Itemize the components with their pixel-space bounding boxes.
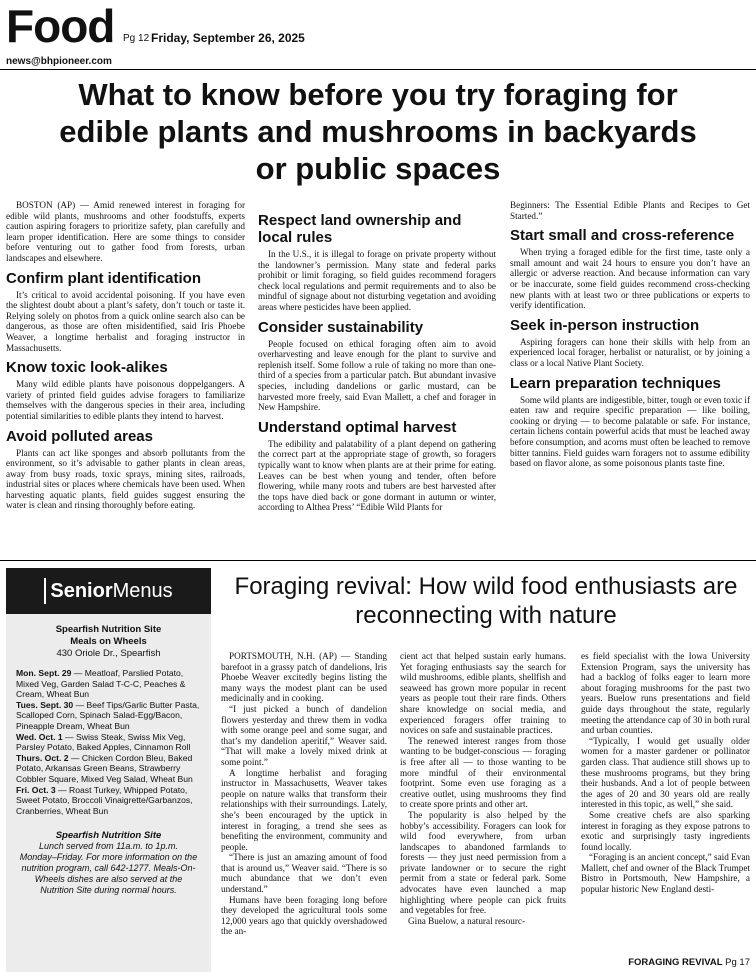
menu-item (16, 668, 203, 700)
paragraph: Some wild plants are indigestible, bitter, tough or even toxic if eaten raw and require specific preparation — like boiling, cooking or drying — to become palatable or safe. For instance, certain lichens contain powerful acids that must be leached away before consumption, and acorns must often be leached to remove bitter tannins. Field guides warn foragers not to assume edibility based on flavor alone, as some poisonous plants taste fine. (510, 394, 750, 469)
menu-dishes: — Roast Turkey, Whipped Potato, Sweet Potato, Broccoli Vinaigrette/Garbanzos, Cranberries, Wheat Bun (16, 784, 193, 816)
paragraph: The edibility and palatability of a plant depend on gathering the correct part at the appropriate stage of growth, so foragers typically want to know when plants are at their prime for eating. Leaves can be best when young and tender, often before flowering, while many roots and tubers are best harvested after the tops have died back or gone dormant in autumn or winter, according to Althea Press’ “Edible Wild Plants for (258, 438, 496, 513)
paragraph: People focused on ethical foraging often aim to avoid overharvesting and leave enough for the plant to survive and replenish itself. Some follow a rule of taking no more than one-third of a species from a particular patch. But abundant invasive species, including dandelions or garlic mustard, can be harvested more freely, said Evan Mallett, a chef and forager in New Hampshire. (258, 338, 496, 413)
secondary-headline: Foraging revival: How wild food enthusiasts are reconnecting with nature (234, 573, 738, 629)
paragraph: “There is just an amazing amount of food that is around us,” Weaver said. “There is so much abundance that we don’t even understand.” (221, 852, 387, 895)
page-number: Pg 12 (123, 33, 150, 44)
subhead-toxic-lookalikes: Know toxic look-alikes (6, 359, 168, 377)
paragraph: Aspiring foragers can hone their skills with help from an experienced local forager, herbalist or naturalist, or by joining a class or a local Native Plant Society. (510, 336, 750, 368)
menu-note-title: Spearfish Nutrition Site (55, 830, 162, 842)
paragraph: The popularity is also helped by the hobby’s accessibility. Foragers can look for wild food everywhere, from urban landscapes to abandoned farmlands to forests — they just need permission from a private landowner or to secure the right permit from a state or federal park. Some advocates have even launched a map highlighting where people can pick fruits and vegetables for free. (400, 809, 566, 916)
continued-on-jump[interactable] (628, 957, 750, 968)
senior-menus-box (6, 568, 211, 972)
site-address: 430 Oriole Dr., Spearfish (56, 648, 161, 659)
menu-dishes: — Swiss Steak, Swiss Mix Veg, Parsley Potato, Baked Apples, Cinnamon Roll (16, 731, 191, 753)
jump-label: FORAGING REVIVAL (628, 957, 723, 968)
main-headline: What to know before you try foraging for edible plants and mushrooms in backyards or public spaces (59, 77, 697, 186)
menu-item (16, 732, 203, 753)
paragraph: When trying a foraged edible for the first time, taste only a small amount and wait 24 hours to ensure you don’t have an allergic or adverse reaction. And because information can vary or be inaccurate, some field guides recommend cross-checking new plants with at least two or three publications or experts to verify identification. (510, 247, 750, 311)
paragraph: Humans have been foraging long before they developed the agricultural tools some 12,000 years ago that quickly overshadowed the an- (221, 894, 387, 937)
subhead-optimal-harvest: Understand optimal harvest (258, 418, 457, 436)
article1-column-2 (258, 212, 496, 513)
paragraph: es field specialist with the Iowa University Extension Program, says the university has had a backlog of folks eager to learn more about foraging mushrooms for the past two years. Buelow runs presentations and field guide days throughout the state, regularly meeting the attendance cap of 30 in both rural and urban counties. (581, 651, 750, 736)
section-title: Food (6, 0, 115, 52)
menu-dishes: — Beef Tips/Garlic Butter Pasta, Scalloped Corn, Spinach Salad-Egg/Bacon, Pineapple Dream, Wheat Bun (16, 699, 200, 731)
subhead-in-person-instruction: Seek in-person instruction (510, 316, 700, 334)
menu-item (16, 785, 203, 817)
paragraph: Gina Buelow, a natural resourc- (408, 915, 526, 926)
publication-date: Friday, September 26, 2025 (151, 31, 305, 45)
paragraph: Some creative chefs are also sparking interest in foraging as they expose patrons to exotic and surprisingly tasty ingredients found locally. (581, 809, 750, 852)
paragraph-continued: Beginners: The Essential Edible Plants and Recipes to Get Started.” (510, 200, 750, 221)
paragraph: Many wild edible plants have poisonous doppelgangers. A variety of printed field guides advise foragers to familiarize themselves with the dangerous species in their area, including potential similarities to edible plants they intend to harvest. (6, 379, 245, 421)
article2-column-2 (400, 651, 566, 926)
menu-day: Wed. Oct. 1 (16, 731, 63, 742)
paragraph: In the U.S., it is illegal to forage on private property without the landowner’s permission. Many state and federal parks prohibit or limit foraging, so field guides recommend foragers check local regulations and permit requirements and to also be mindful of signage about not disturbing vegetation and avoiding areas where pesticides have been applied. (258, 249, 496, 312)
senior-menus-title-bold: Senior (50, 579, 113, 602)
paragraph: “Typically, I would get usually older women for a master gardener or pollinator garden class. That audience still shows up to these mushrooms programs, but they bring their husbands. And a lot of people between the ages of 20 and 30 years old are really interested in this topic, as well,” she said. (581, 735, 750, 810)
paragraph: The renewed interest ranges from those wanting to be budget-conscious — foraging is free after all — to those wanting to be more mindful of their environmental footprint. Some even use foraging as a creative outlet, using mushrooms they find to create spore prints and other art. (400, 735, 566, 810)
paragraph: Plants can act like sponges and absorb pollutants from the environment, so it’s advisable to gather plants in clean areas, away from busy roads, toxic sprays, mining sites, railroads, industrial sites or places where chemicals have been used. When harvesting aquatic plants, field guides suggest ensuring the water is clean and rinsing thoroughly before eating. (6, 447, 245, 511)
menu-note (6, 830, 211, 896)
subhead-sustainability: Consider sustainability (258, 318, 424, 336)
menu-day: Thurs. Oct. 2 (16, 752, 69, 763)
subhead-preparation-techniques: Learn preparation techniques (510, 374, 721, 392)
program-name: Meals on Wheels (70, 636, 147, 647)
menu-day: Fri. Oct. 3 (16, 784, 56, 795)
menu-list (16, 668, 203, 816)
menu-dishes: — Chicken Cordon Bleu, Baked Potato, Arkansas Green Beans, Strawberry Cobbler Square, Mixed Veg Salad, Wheat Bun (16, 752, 193, 784)
subhead-land-ownership: Respect land ownership and local rules (258, 212, 462, 246)
paragraph: “Foraging is an ancient concept,” said Evan Mallett, chef and owner of the Black Trumpet Bistro in Portsmouth, New Hampshire, a popular historic New England desti- (581, 852, 750, 895)
menu-item (16, 753, 203, 785)
article2-column-1 (221, 651, 387, 937)
menu-day: Tues. Sept. 30 (16, 699, 74, 710)
article1-intro: BOSTON (AP) — Amid renewed interest in foraging for edible wild plants, mushrooms and other foodstuffs, experts caution aspiring foragers to prioritize safety, plan carefully and learn proper identification. Here are some things to consider before venturing out to gather food from forests, urban landscapes and elsewhere. (6, 200, 245, 263)
paragraph: cient act that helped sustain early humans. Yet foraging enthusiasts say the search for wild mushrooms, edible plants, shellfish and seaweed has grown more popular in recent years as people tout their rare finds. Others share knowledge on social media, and experienced foragers offer training to novices on safe and sustainable practices. (400, 651, 566, 736)
masthead-divider (0, 69, 756, 70)
senior-menus-title-light: Menus (112, 579, 173, 602)
nutrition-site-name: Spearfish Nutrition Site (55, 624, 162, 635)
menu-note-line: Lunch served from 11a.m. to 1p.m. (39, 841, 178, 852)
menu-item (16, 700, 203, 732)
paragraph: PORTSMOUTH, N.H. (AP) — Standing barefoot in a grassy patch of dandelions, Iris Phoebe Weaver excitedly begins listing the many ways the modest plant can be used medicinally and in cooking. (221, 651, 387, 704)
subhead-start-small: Start small and cross-reference (510, 227, 735, 245)
senior-menus-header (6, 568, 211, 614)
article1-column-3 (510, 200, 750, 469)
header-bar-icon (44, 578, 46, 604)
article2-column-3 (581, 651, 750, 895)
contact-email[interactable]: news@bhpioneer.com (6, 56, 112, 67)
paragraph: “I just picked a bunch of dandelion flowers yesterday and threw them in vodka with some orange peel and some sugar, and that’s my dandelion aperitif,” Weaver said. “That will make a lovely mixed drink at some point.” (221, 703, 387, 767)
subhead-polluted-areas: Avoid polluted areas (6, 427, 153, 445)
menu-note-line: Monday–Friday. For more information on the nutrition program, call 642-1277. Meals-On-Wheels dishes are also served at the Nutrition Site during normal hours. (19, 852, 198, 896)
jump-page: Pg 17 (725, 957, 750, 968)
article1-column-1 (6, 200, 245, 511)
paragraph: It’s critical to avoid accidental poisoning. If you have even the slightest doubt about a plant’s safety, don’t touch or taste it. Relying solely on photos from a quick online search also can be dangerous, as those are often misidentified, said Iris Phoebe Weaver, a longtime herbalist and foraging instructor in Massachusetts. (6, 289, 245, 353)
menu-day: Mon. Sept. 29 (16, 668, 72, 678)
subhead-confirm-identification: Confirm plant identification (6, 269, 201, 287)
paragraph: A longtime herbalist and foraging instructor in Massachusetts, Weaver takes people on nature walks that transform their relationships with their surroundings. Lately, she’s been encouraged by the uptick in interest in foraging, a trend she sees as benefiting the environment, community and people. (221, 767, 387, 852)
menu-dishes: — Meatloaf, Parslied Potato, Mixed Veg, Garden Salad T-C-C, Peaches & Cream, Wheat Bun (16, 668, 186, 700)
section-divider (0, 560, 756, 561)
